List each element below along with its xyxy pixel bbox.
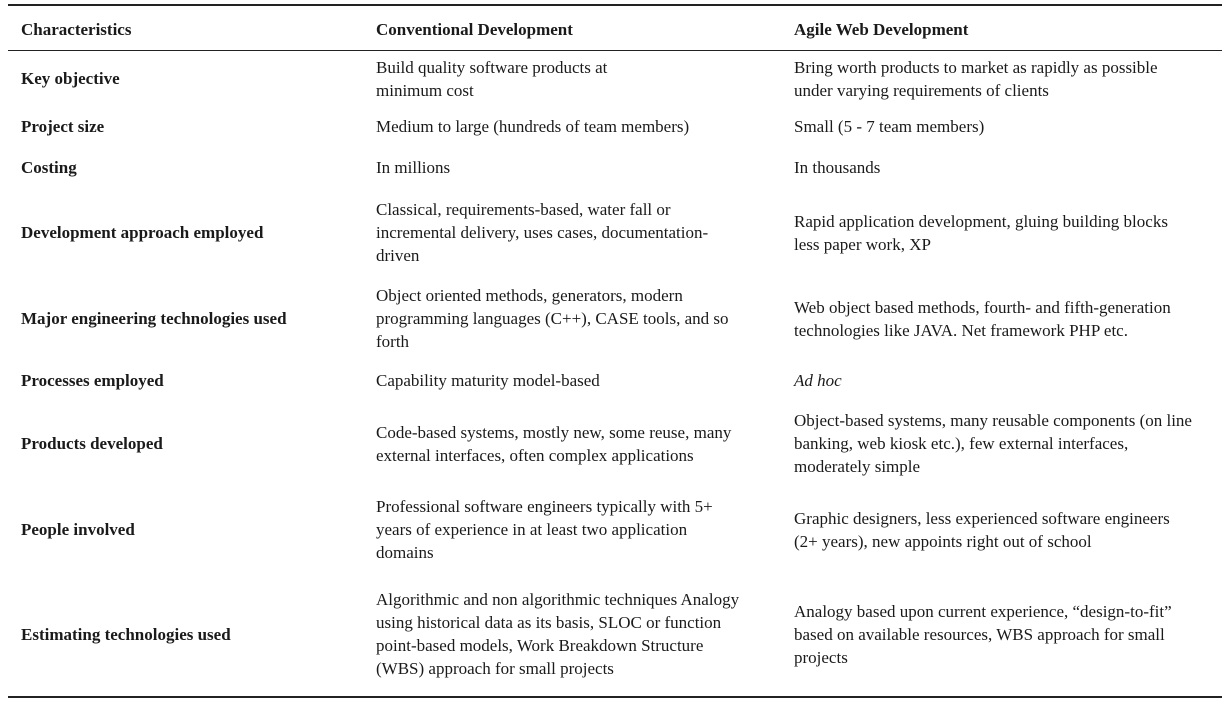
cell-text: Small (5 - 7 team members) — [794, 117, 985, 136]
table-row — [8, 573, 1222, 697]
row-conventional — [363, 277, 781, 361]
row-agile — [781, 147, 1222, 189]
table-row — [8, 51, 1222, 107]
table-body — [8, 51, 1222, 697]
cell-text: Algorithmic and non algorithmic techniques Analogy using historical data as its basis, SLOC or function point-based models, Work Breakdown Structure (WBS) approach for small projects — [376, 590, 740, 678]
row-conventional — [363, 147, 781, 189]
cell-text: In millions — [376, 158, 451, 177]
cell-text: Medium to large (hundreds of team members) — [376, 117, 690, 136]
cell-text: Object oriented methods, generators, modern programming languages (C++), CASE tools, and so forth — [376, 286, 729, 351]
row-agile — [781, 487, 1222, 573]
cell-text: Code-based systems, mostly new, some reuse, many external interfaces, often complex applications — [376, 422, 732, 465]
row-agile — [781, 277, 1222, 361]
row-characteristic: Estimating technologies used — [8, 573, 363, 697]
header-conventional-development: Conventional Development — [363, 5, 781, 51]
cell-text: Bring worth products to market as rapidly as possible under varying requirements of clients — [794, 57, 1158, 100]
row-conventional — [363, 401, 781, 487]
cell-text: Object-based systems, many reusable components (on line banking, web kiosk etc.), few external interfaces, moderately simple — [794, 411, 1192, 476]
row-conventional — [363, 107, 781, 147]
row-conventional — [363, 487, 781, 573]
row-agile — [781, 51, 1222, 107]
row-conventional — [363, 189, 781, 277]
table-row — [8, 277, 1222, 361]
cell-text: Build quality software products at minimum cost — [376, 57, 608, 100]
cell-text: Ad hoc — [794, 371, 842, 390]
row-agile — [781, 107, 1222, 147]
row-characteristic: People involved — [21, 520, 135, 539]
table-row — [8, 189, 1222, 277]
table-row — [8, 147, 1222, 189]
row-agile — [781, 189, 1222, 277]
row-characteristic: Costing — [21, 158, 77, 177]
cell-text: Capability maturity model-based — [376, 371, 600, 390]
row-characteristic: Products developed — [21, 434, 163, 453]
cell-text: Web object based methods, fourth- and fifth-generation technologies like JAVA. Net framework PHP etc. — [794, 297, 1171, 340]
row-characteristic: Development approach employed — [21, 223, 264, 242]
row-conventional — [363, 51, 781, 107]
cell-text: Graphic designers, less experienced software engineers (2+ years), new appoints right out of school — [794, 508, 1170, 551]
row-characteristic: Project size — [21, 117, 105, 136]
table-row — [8, 487, 1222, 573]
cell-text: Analogy based upon current experience, “design-to-fit” based on available resources, WBS approach for small projects — [794, 601, 1172, 667]
header-characteristics: Characteristics — [8, 5, 363, 51]
cell-text: Classical, requirements-based, water fall or incremental delivery, uses cases, documentation-driven — [376, 200, 709, 265]
table-header — [8, 5, 1222, 51]
row-agile — [781, 361, 1222, 401]
cell-text: Rapid application development, gluing building blocks less paper work, XP — [794, 211, 1168, 254]
row-characteristic: Key objective — [21, 69, 120, 89]
comparison-table — [8, 4, 1222, 698]
row-characteristic: Major engineering technologies used — [21, 309, 287, 328]
comparison-table-container — [8, 4, 1222, 698]
table-row — [8, 401, 1222, 487]
header-row — [8, 5, 1222, 51]
row-characteristic: Processes employed — [21, 371, 164, 390]
row-conventional — [363, 573, 781, 697]
header-agile-web-development: Agile Web Development — [781, 5, 1222, 51]
row-conventional — [363, 361, 781, 401]
cell-text: Professional software engineers typically with 5+ years of experience in at least two application domains — [376, 497, 713, 562]
table-row — [8, 361, 1222, 401]
row-agile — [781, 401, 1222, 487]
cell-text: In thousands — [794, 158, 881, 177]
row-agile — [781, 573, 1222, 697]
table-row — [8, 107, 1222, 147]
